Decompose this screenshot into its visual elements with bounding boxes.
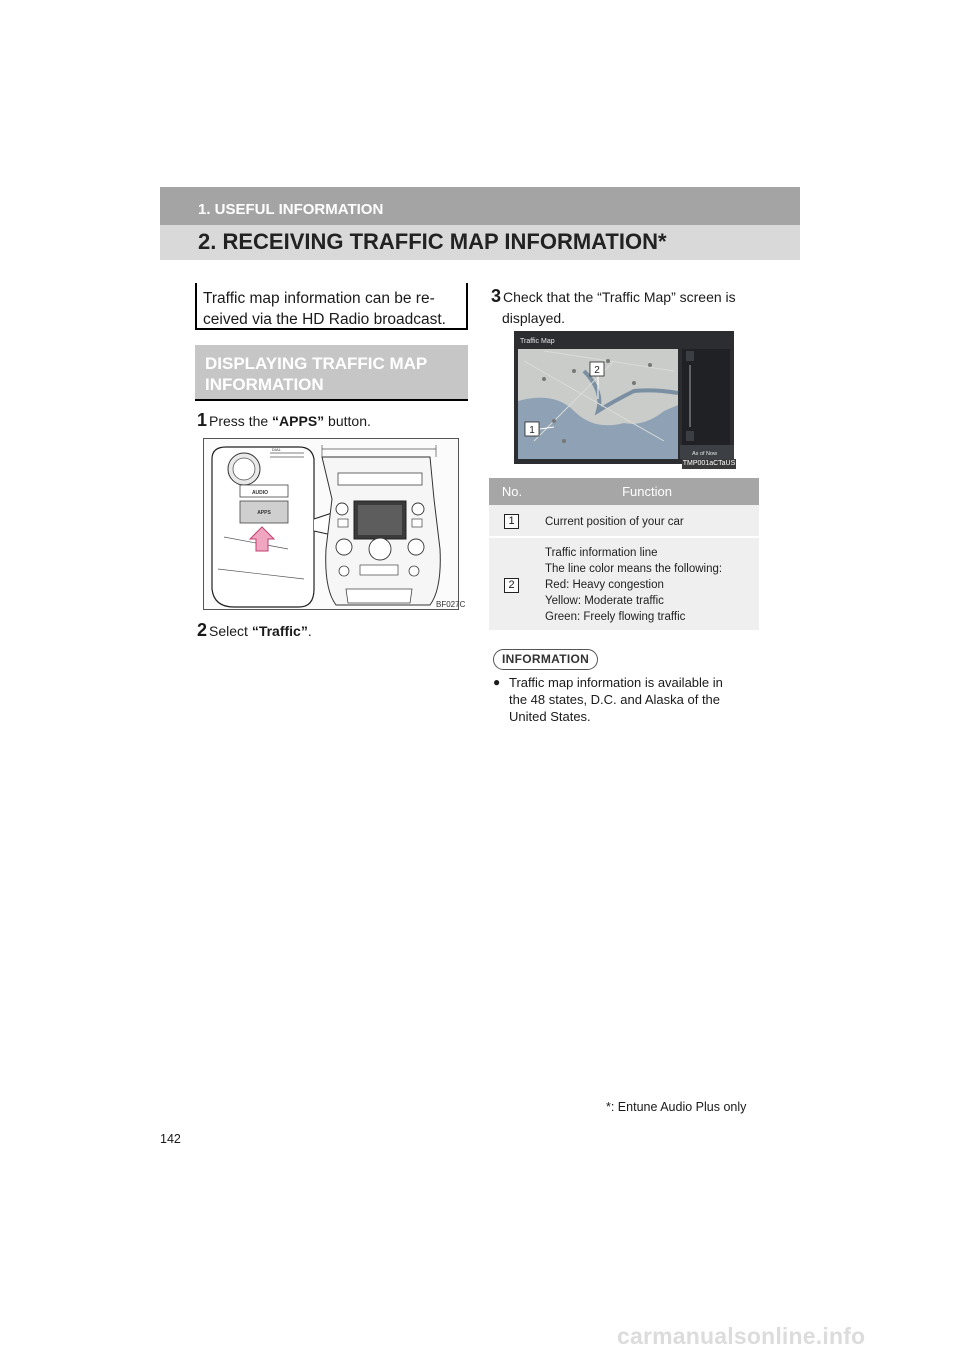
subsection-line: DISPLAYING TRAFFIC MAP [205, 354, 428, 373]
section-bar [160, 187, 800, 225]
information-line: Traffic map information is available in [509, 675, 723, 690]
row-function-cell [535, 538, 759, 630]
map-screen-title: Traffic Map [520, 338, 555, 345]
audio-label: AUDIO [251, 490, 269, 496]
information-line: United States. [509, 709, 591, 724]
step-text: displayed. [502, 310, 566, 326]
dashboard-illustration [203, 438, 466, 610]
step-text: . [307, 623, 312, 639]
function-text: Current position of your car [545, 516, 684, 528]
table-row [489, 538, 759, 632]
information-badge: INFORMATION [493, 649, 598, 670]
header-no: No. [501, 484, 523, 499]
subsection-line: INFORMATION [205, 375, 324, 394]
header-function: Function [622, 484, 672, 499]
intro-box [195, 283, 468, 330]
information-text [493, 674, 753, 725]
map-callout-2: 2 [594, 365, 600, 376]
page-title: 2. RECEIVING TRAFFIC MAP INFORMATION* [198, 229, 667, 254]
section-label: 1. USEFUL INFORMATION [198, 201, 384, 218]
step-number: 2 [197, 620, 208, 640]
function-text: Green: Freely flowing traffic [545, 611, 686, 623]
step-2 [197, 620, 312, 641]
row-no-cell [489, 538, 535, 630]
step-text: Select [209, 623, 252, 639]
step-text: button. [324, 413, 371, 429]
subsection-header [195, 345, 468, 401]
step-number: 3 [491, 286, 502, 306]
table-header [489, 478, 759, 505]
bullet-icon: ● [493, 675, 501, 689]
step-3 [491, 286, 736, 329]
apps-keyword: “APPS” [272, 413, 325, 429]
traffic-map-screenshot [514, 331, 734, 464]
function-text: The line color means the following: [545, 563, 723, 575]
function-text: Yellow: Moderate traffic [545, 595, 664, 607]
function-table [489, 478, 759, 632]
row-number-box: 2 [504, 578, 519, 593]
figure-code: BF027C [436, 600, 466, 609]
row-number-box: 1 [504, 514, 519, 529]
step-text: Press the [209, 413, 273, 429]
map-callout-1: 1 [529, 425, 535, 436]
page-number: 142 [160, 1132, 181, 1146]
dial-label: DIAL [272, 447, 281, 452]
title-bar [160, 225, 800, 260]
row-no-cell [489, 505, 535, 536]
traffic-keyword: “Traffic” [251, 623, 308, 639]
watermark: carmanualsonline.info [617, 1323, 866, 1349]
row-function-cell [535, 505, 759, 536]
as-of-now-label: As of Now [692, 451, 718, 457]
information-line: the 48 states, D.C. and Alaska of the [509, 692, 721, 707]
table-row [489, 505, 759, 538]
step-number: 1 [197, 410, 208, 430]
function-text: Traffic information line [545, 547, 658, 559]
intro-line: ceived via the HD Radio broadcast. [203, 311, 446, 328]
intro-line: Traffic map information can be re- [203, 290, 435, 307]
step-1 [197, 410, 371, 431]
function-text: Red: Heavy congestion [545, 579, 664, 591]
step-text: Check that the “Traffic Map” screen is [503, 289, 736, 305]
map-figure-code: TMP001aCTaUS [682, 460, 736, 467]
apps-label: APPS [257, 510, 271, 516]
footnote: *: Entune Audio Plus only [606, 1100, 747, 1114]
